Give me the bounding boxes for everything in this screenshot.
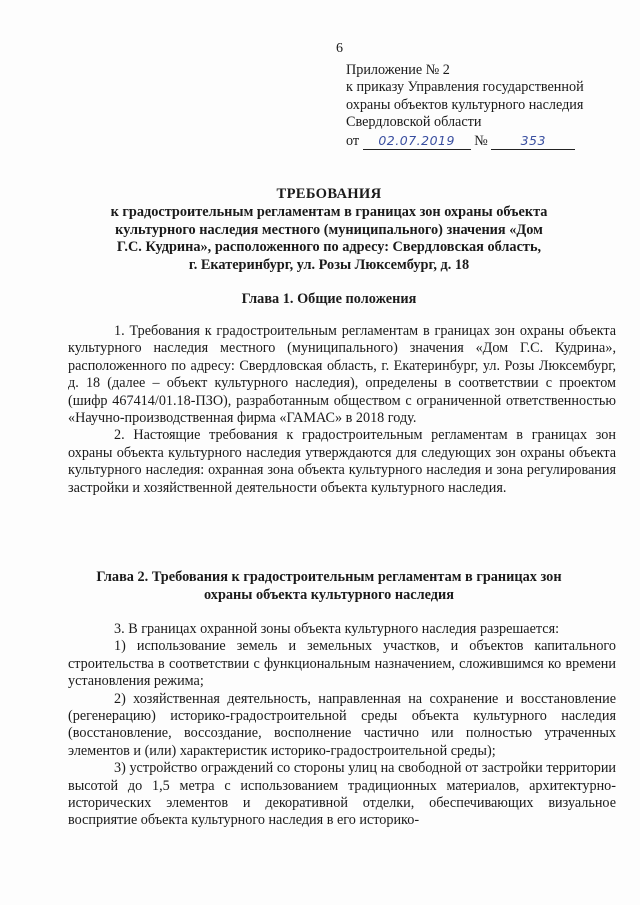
title-heading: ТРЕБОВАНИЯ bbox=[276, 186, 382, 202]
appendix-line-1: Приложение № 2 bbox=[346, 62, 450, 78]
number-prefix: № bbox=[474, 132, 488, 149]
title-line-2: культурного наследия местного (муниципального) значения «Дом bbox=[115, 221, 543, 238]
chapter-2-title-line-1: Глава 2. Требования к градостроительным регламентам в границах зон bbox=[96, 569, 562, 585]
chapter-1-title: Глава 1. Общие положения bbox=[241, 291, 417, 307]
title-line-4: г. Екатеринбург, ул. Розы Люксембург, д. 18 bbox=[188, 257, 470, 274]
appendix-date-line bbox=[346, 132, 636, 150]
chapter-2-body bbox=[68, 621, 616, 830]
title-line-3: Г.С. Кудрина», расположенного по адресу: Свердловская область, bbox=[116, 239, 542, 256]
paragraph-3: 3. В границах охранной зоны объекта культурного наследия разрешается: bbox=[114, 621, 560, 637]
page-number: 6 bbox=[336, 41, 343, 56]
title-line-1: к градостроительным регламентам в границах зон охраны объекта bbox=[110, 203, 548, 220]
document-title bbox=[60, 186, 598, 275]
handwritten-number: 353 bbox=[491, 132, 575, 150]
paragraph-3-item-2: 2) хозяйственная деятельность, направленная на сохранение и восстановление (регенерацию) историко-градостроительной среды объекта культурного наследия (восстановление, воссоздание, восполнение частично или полностью утраченных элементов и (или) характеристик историко-градостроительной среды); bbox=[68, 690, 616, 759]
appendix-line-4: Свердловской области bbox=[346, 114, 482, 131]
chapter-2-title bbox=[60, 568, 598, 604]
appendix-block bbox=[346, 62, 636, 150]
chapter-1-body bbox=[68, 323, 616, 497]
date-prefix: от bbox=[346, 132, 360, 149]
appendix-line-2: к приказу Управления государственной bbox=[346, 79, 584, 96]
handwritten-date: 02.07.2019 bbox=[363, 132, 471, 150]
appendix-line-3: охраны объектов культурного наследия bbox=[346, 96, 584, 113]
chapter-2-title-line-2: охраны объекта культурного наследия bbox=[204, 587, 454, 603]
paragraph-3-item-1: 1) использование земель и земельных участков, и объектов капитального строительства в соответствии с функциональным назначением, сложившимся ко времени установления режима; bbox=[68, 638, 616, 690]
paragraph-2: 2. Настоящие требования к градостроительным регламентам в границах зон охраны объекта культурного наследия утверждаются для следующих зон охраны объекта культурного наследия: охранная зона объекта культурного наследия и зона регулирования застройки и хозяйственной деятельности объекта культурного наследия. bbox=[68, 427, 616, 496]
paragraph-3-item-3: 3) устройство ограждений со стороны улиц на свободной от застройки территории высотой до 1,5 метра с использованием традиционных материалов, архитектурно-исторических элементов и декоративной отделки, обеспечивающих визуальное восприятие объекта культурного наследия в его историко- bbox=[68, 760, 616, 829]
paragraph-1: 1. Требования к градостроительным регламентам в границах зон охраны объекта культурного наследия местного (муниципального) значения «Дом Г.С. Кудрина», расположенного по адресу: Свердловская область, г. Екатеринбург, ул. Розы Люксембург, д. 18 (далее – объект культурного наследия), определены в соответствии с проектом (шифр 467414/01.18-ПЗО), разработанным обществом с ограниченной ответственностью «Научно-производственная фирма «ГАМАС» в 2018 году. bbox=[68, 323, 616, 427]
